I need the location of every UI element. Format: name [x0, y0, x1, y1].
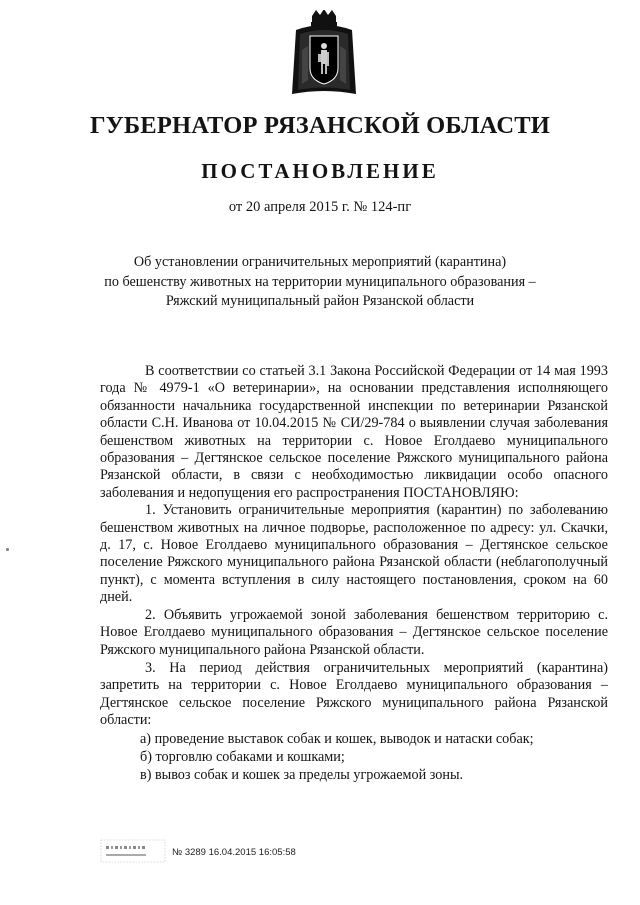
subject-line: по бешенству животных на территории муниципального образования – [104, 273, 536, 290]
issuer-title: ГУБЕРНАТОР РЯЗАНСКОЙ ОБЛАСТИ [89, 112, 551, 139]
item-2-paragraph: 2. Объявить угрожаемой зоной заболевания бешенством территорию с. Новое Еголдаево муниципального образования – Дегтянское сельское поселение Ряжского муниципального района Рязанской области. [100, 606, 608, 658]
ryazan-coat-of-arms-icon [290, 10, 358, 98]
preamble-paragraph: В соответствии со статьей 3.1 Закона Российской Федерации от 14 мая 1993 года № 4979-1 «О ветеринарии», на основании представления исполняющего обязанности начальника государственной инспекции по ветеринарии Рязанской области С.Н. Иванова от 10.04.2015 № СИ/29-784 о выявлении случая заболевания бешенством животных на территории с. Новое Еголдаево муниципального образования – Дегтянское сельское поселение Ряжского муниципального района Рязанской области, в связи с необходимостью ликвидации особо опасного заболевания и недопущения его распространения ПОСТАНОВЛЯЮ: [100, 363, 608, 501]
item-3-paragraph: 3. На период действия ограничительных мероприятий (карантина) запретить на территории с. Новое Еголдаево муниципального образования – Дегтянское сельское поселение Ряжского муниципального района Рязанской области: [100, 659, 608, 729]
subject-line: Об установлении ограничительных мероприятий (карантина) [133, 254, 507, 270]
registration-stamp-icon [100, 838, 166, 864]
subitem-b: б) торговлю собаками и кошками; [140, 748, 345, 765]
document-subject [90, 253, 550, 312]
document-date-number: от 20 апреля 2015 г. № 124-пг [228, 199, 412, 215]
document-type: ПОСТАНОВЛЕНИЕ [201, 159, 439, 183]
item-1-paragraph: 1. Установить ограничительные мероприятия (карантин) по заболеванию бешенством животных на личное подворье, расположенное по адресу: ул. Скачки, д. 17, с. Новое Еголдаево муниципального образования – Дегтянское сельское поселение Ряжского муниципального района Рязанской области (неблагополучный пункт), с момента вступления в силу настоящего постановления, сроком на 60 дней. [100, 502, 608, 606]
document-body [100, 363, 608, 785]
margin-mark [6, 548, 9, 551]
registration-number: № 3289 16.04.2015 16:05:58 [172, 847, 296, 858]
registration-footer [100, 838, 360, 866]
subitem-c: в) вывоз собак и кошек за пределы угрожаемой зоны. [140, 767, 464, 784]
subject-line: Ряжский муниципальный район Рязанской области [165, 293, 475, 309]
subitem-a: а) проведение выставок собак и кошек, выводок и натаски собак; [140, 730, 534, 747]
